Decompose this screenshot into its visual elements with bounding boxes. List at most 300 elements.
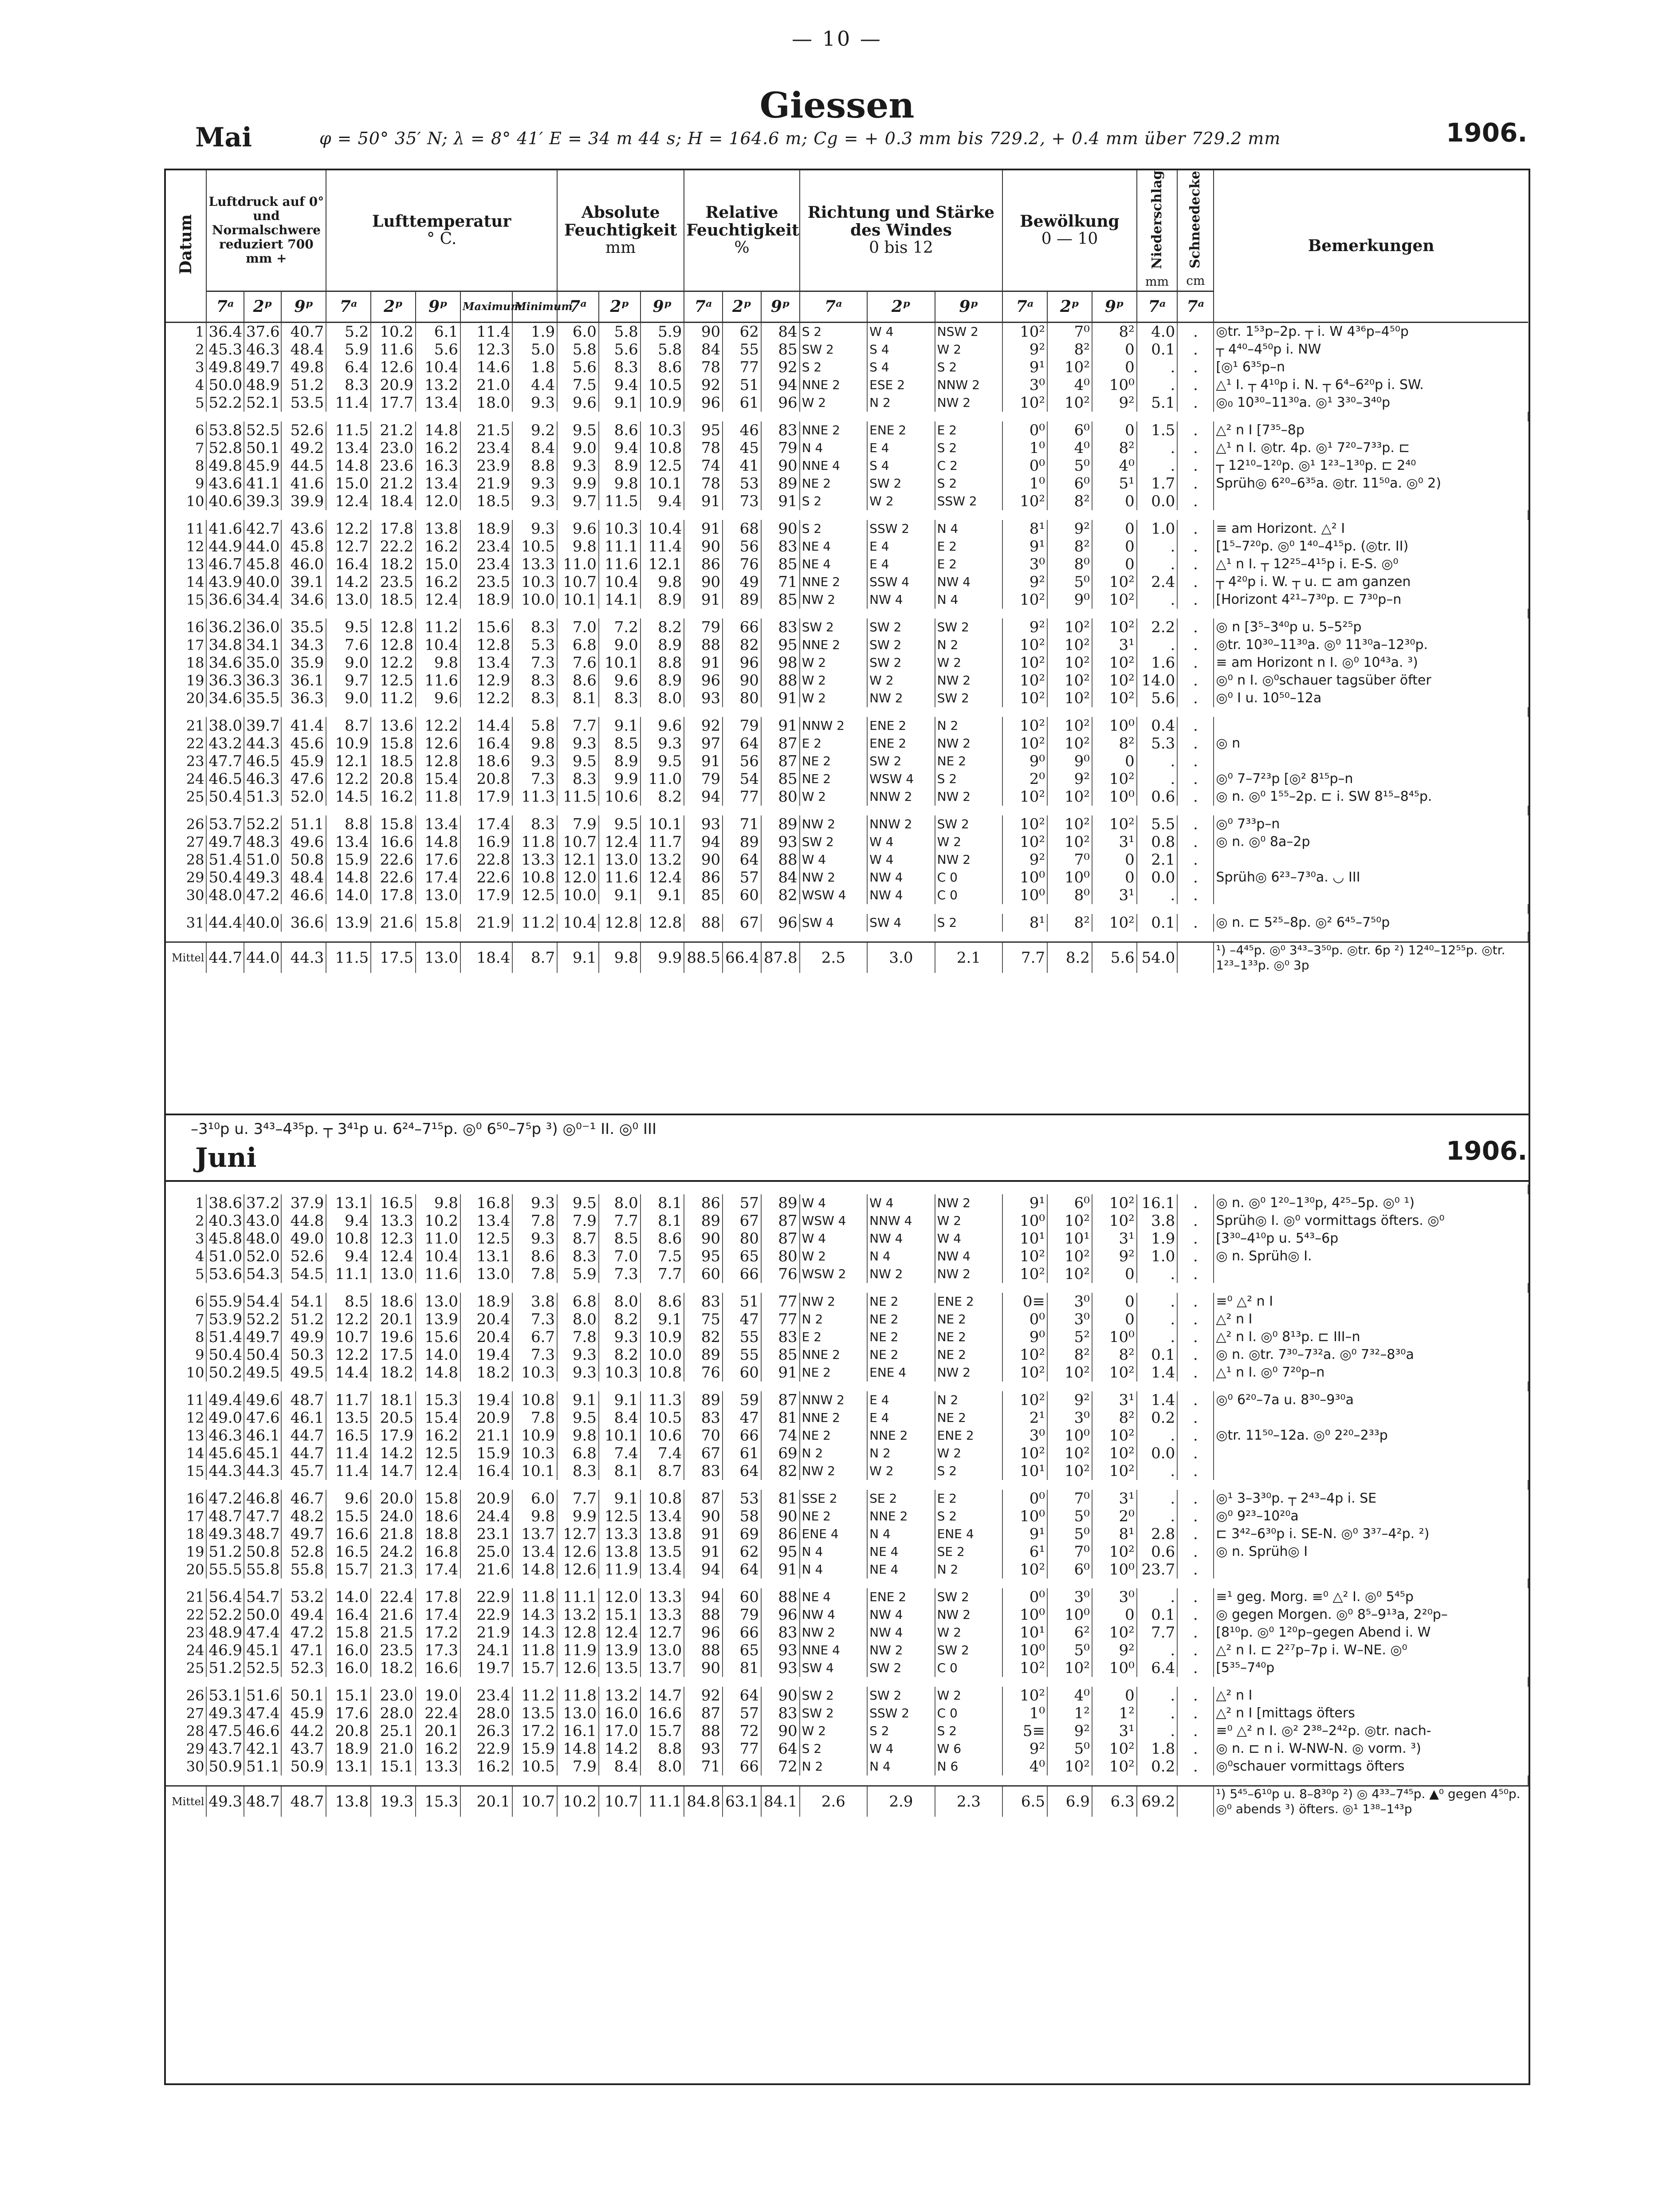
pressure-7a-cell: 53.8 <box>206 421 244 439</box>
abs-hum-7a-cell: 9.9 <box>557 1507 599 1525</box>
temp-7a-cell: 11.7 <box>326 1391 371 1409</box>
abs-hum-9p-mean-cell: 11.1 <box>641 1786 684 1817</box>
pressure-9p-cell: 52.8 <box>281 1543 326 1561</box>
abs-hum-7a-cell: 10.7 <box>557 573 599 591</box>
pressure-7a-cell: 52.2 <box>206 394 244 412</box>
rel-hum-9p-cell: 83 <box>761 538 800 555</box>
abs-hum-9p-cell: 10.6 <box>641 1427 684 1444</box>
wind-2p-cell: NE 2 <box>867 1328 935 1346</box>
cloud-9p-cell: 8² <box>1092 1409 1137 1427</box>
rel-hum-2p-cell: 82 <box>723 636 761 654</box>
temp-9p-mean-cell: 13.0 <box>416 942 460 973</box>
cloud-9p-cell: 0 <box>1092 358 1137 376</box>
wind-9p-cell: C 0 <box>935 869 1003 886</box>
temp-2p-cell: 20.1 <box>371 1311 416 1328</box>
precipitation-mean-cell: 69.2 <box>1137 1786 1177 1817</box>
pressure-7a-cell: 44.4 <box>206 914 244 932</box>
wind-9p-cell: S 2 <box>935 358 1003 376</box>
rel-hum-7a-cell: 91 <box>684 1543 723 1561</box>
rel-hum-7a-cell: 93 <box>684 815 723 833</box>
pressure-9p-cell: 51.1 <box>281 815 326 833</box>
precipitation-cell: 0.0 <box>1137 1444 1177 1462</box>
wind-9p-cell: NE 2 <box>935 1328 1002 1346</box>
cloud-7a-cell: 9⁰ <box>1002 752 1047 770</box>
abs-hum-7a-cell: 9.3 <box>557 1364 599 1382</box>
wind-2p-cell: NNE 2 <box>867 1507 935 1525</box>
rel-hum-7a-cell: 93 <box>684 1740 723 1758</box>
table-row <box>166 1346 1528 1364</box>
day-cell: 7 <box>166 1311 206 1328</box>
abs-hum-2p-cell: 9.1 <box>599 717 641 735</box>
pressure-7a-cell: 49.3 <box>206 1525 244 1543</box>
wind-2p-cell: NE 2 <box>867 1293 935 1311</box>
precipitation-cell: . <box>1137 886 1177 904</box>
rel-hum-7a-cell: 93 <box>684 689 723 707</box>
day-cell: 2 <box>166 341 206 358</box>
temp-max-cell: 19.7 <box>460 1659 512 1677</box>
cloud-9p-cell: 10² <box>1092 1462 1137 1480</box>
rel-hum-9p-cell: 90 <box>761 1722 800 1740</box>
wind-7a-cell: N 4 <box>800 1561 867 1578</box>
temp-7a-cell: 14.4 <box>326 1364 371 1382</box>
rel-hum-9p-cell: 74 <box>761 1427 800 1444</box>
temp-max-cell: 16.2 <box>460 1758 512 1775</box>
temp-min-cell: 8.3 <box>512 689 557 707</box>
precipitation-cell: 1.6 <box>1137 654 1177 672</box>
temp-9p-cell: 11.0 <box>416 1230 460 1248</box>
wind-2p-cell: W 4 <box>867 851 935 869</box>
abs-hum-2p-cell: 8.4 <box>599 1758 641 1775</box>
temp-7a-cell: 12.4 <box>326 492 371 510</box>
temp-7a-cell: 16.5 <box>326 1543 371 1561</box>
rel-hum-2p-cell: 54 <box>723 770 761 788</box>
remarks-cell: [3³⁰–4¹⁰p u. 5⁴³–6p <box>1216 1231 1339 1246</box>
remarks-cell: ◎ n. Sprüh◎ I. <box>1216 1248 1312 1264</box>
table-row <box>166 322 1528 341</box>
pressure-7a-cell: 49.8 <box>206 457 244 475</box>
remarks-cell <box>1214 752 1528 770</box>
abs-hum-2p-cell: 13.8 <box>599 1543 641 1561</box>
abs-hum-9p-cell: 13.8 <box>641 1525 684 1543</box>
remarks-cell: ≡ am Horizont. △² I <box>1216 520 1345 536</box>
cloud-7a-cell: 10² <box>1002 1346 1047 1364</box>
abs-hum-9p-cell: 7.4 <box>641 1444 684 1462</box>
cloud-7a-cell: 3⁰ <box>1002 376 1047 394</box>
pressure-9p-cell: 47.2 <box>281 1624 326 1641</box>
temp-min-cell: 8.3 <box>512 672 557 689</box>
wind-9p-cell: N 4 <box>935 520 1003 538</box>
rel-hum-9p-cell: 88 <box>761 1588 800 1606</box>
pressure-7a-mean-cell: 44.7 <box>206 942 244 973</box>
pressure-9p-cell: 43.7 <box>281 1740 326 1758</box>
pressure-7a-cell: 34.6 <box>206 689 244 707</box>
abs-hum-2p-cell: 9.6 <box>599 672 641 689</box>
cloud-9p-cell: 0 <box>1092 1265 1137 1283</box>
wind-2p-cell: NNE 2 <box>867 1427 935 1444</box>
pressure-7a-cell: 45.8 <box>206 1230 244 1248</box>
cloud-9p-cell: 10⁰ <box>1092 1328 1137 1346</box>
temp-7a-cell: 9.4 <box>326 1248 371 1265</box>
sub-t2: 2ᵖ <box>867 291 935 322</box>
snow-cover-cell: . <box>1177 1543 1214 1561</box>
rel-hum-2p-cell: 46 <box>723 421 761 439</box>
pressure-7a-cell: 47.7 <box>206 752 244 770</box>
precipitation-cell: . <box>1137 1427 1177 1444</box>
cloud-2p-cell: 5² <box>1047 1328 1092 1346</box>
wind-7a-cell: NW 2 <box>800 869 867 886</box>
temp-min-cell: 14.3 <box>512 1624 557 1641</box>
cloud-9p-cell: 8² <box>1092 735 1137 752</box>
cloud-7a-cell: 9² <box>1002 573 1047 591</box>
snow-cover-cell: . <box>1177 770 1214 788</box>
precipitation-cell: 6.4 <box>1137 1659 1177 1677</box>
rel-hum-2p-cell: 64 <box>723 851 761 869</box>
abs-hum-7a-cell: 11.5 <box>557 788 599 806</box>
temp-7a-cell: 13.4 <box>326 439 371 457</box>
temp-7a-cell: 7.6 <box>326 636 371 654</box>
temp-min-cell: 10.3 <box>512 1444 557 1462</box>
abs-hum-2p-cell: 12.4 <box>599 1624 641 1641</box>
snow-cover-cell: . <box>1177 591 1214 609</box>
temp-min-cell: 13.5 <box>512 1704 557 1722</box>
pressure-2p-cell: 46.1 <box>244 1427 281 1444</box>
cloud-2p-cell: 10² <box>1047 1758 1092 1775</box>
pressure-9p-cell: 46.7 <box>281 1490 326 1507</box>
day-cell: 10 <box>166 492 206 510</box>
rel-hum-2p-cell: 62 <box>723 1543 761 1561</box>
table-row <box>166 1659 1528 1677</box>
wind-7a-cell: SW 2 <box>800 618 867 636</box>
pressure-9p-mean-cell: 44.3 <box>281 942 326 973</box>
temp-7a-cell: 16.0 <box>326 1641 371 1659</box>
abs-hum-7a-cell: 8.7 <box>557 1230 599 1248</box>
wind-7a-cell: S 2 <box>800 322 867 341</box>
temp-9p-cell: 13.4 <box>416 394 460 412</box>
cloud-2p-cell: 6⁰ <box>1047 1194 1092 1212</box>
temp-7a-cell: 14.8 <box>326 457 371 475</box>
abs-hum-9p-cell: 11.4 <box>641 538 684 555</box>
rel-hum-9p-cell: 91 <box>761 1561 800 1578</box>
temp-2p-cell: 22.6 <box>371 869 416 886</box>
abs-hum-9p-cell: 11.0 <box>641 770 684 788</box>
temp-9p-cell: 12.0 <box>416 492 460 510</box>
wind-2p-cell: NW 4 <box>867 1624 935 1641</box>
abs-hum-9p-cell: 8.6 <box>641 358 684 376</box>
abs-hum-7a-cell: 7.6 <box>557 654 599 672</box>
remarks-cell: ≡⁰ △² n I. ◎² 2³⁸–2⁴²p. ◎tr. nach- <box>1216 1723 1431 1739</box>
temp-9p-cell: 15.3 <box>416 1391 460 1409</box>
temp-9p-cell: 15.6 <box>416 1328 460 1346</box>
cloud-9p-cell: 0 <box>1092 1687 1137 1704</box>
abs-hum-2p-cell: 12.8 <box>599 914 641 932</box>
day-cell: 22 <box>166 1606 206 1624</box>
wind-2p-cell: NNW 4 <box>867 1212 935 1230</box>
cloud-2p-cell: 10² <box>1047 717 1092 735</box>
cloud-7a-cell: 10² <box>1002 815 1047 833</box>
precipitation-cell: . <box>1137 1328 1177 1346</box>
rel-hum-9p-cell: 76 <box>761 1265 800 1283</box>
cloud-7a-cell: 10² <box>1002 689 1047 707</box>
pressure-2p-cell: 48.0 <box>244 1230 281 1248</box>
row-gap <box>166 1283 1528 1293</box>
abs-hum-2p-cell: 8.0 <box>599 1194 641 1212</box>
cloud-2p-cell: 5⁰ <box>1047 573 1092 591</box>
temp-max-cell: 23.4 <box>460 555 512 573</box>
abs-hum-2p-cell: 9.9 <box>599 770 641 788</box>
rel-hum-7a-mean-cell: 88.5 <box>684 942 723 973</box>
day-cell: 23 <box>166 752 206 770</box>
temp-2p-cell: 18.6 <box>371 1293 416 1311</box>
precipitation-cell: . <box>1137 1311 1177 1328</box>
wind-9p-cell: NW 2 <box>935 1364 1002 1382</box>
abs-hum-9p-cell: 10.9 <box>641 394 684 412</box>
day-cell: 20 <box>166 1561 206 1578</box>
abs-hum-7a-cell: 12.6 <box>557 1659 599 1677</box>
cloud-9p-cell: 10² <box>1092 689 1137 707</box>
rel-hum-9p-cell: 85 <box>761 1346 800 1364</box>
precipitation-cell: 5.1 <box>1137 394 1177 412</box>
wind-9p-cell: S 2 <box>935 1507 1002 1525</box>
cloud-2p-cell: 7⁰ <box>1047 1543 1092 1561</box>
wind-7a-cell: S 2 <box>800 520 867 538</box>
temp-7a-cell: 13.9 <box>326 914 371 932</box>
rel-hum-2p-cell: 60 <box>723 1588 761 1606</box>
temp-max-cell: 14.6 <box>460 358 512 376</box>
temp-max-cell: 16.4 <box>460 1462 512 1480</box>
precipitation-cell: . <box>1137 555 1177 573</box>
cloud-2p-cell: 8⁰ <box>1047 555 1092 573</box>
sub-t7: 7ᵃ <box>1177 291 1214 322</box>
remarks-cell: Sprüh◎ 6²⁰–6³⁵a. ◎tr. 11⁵⁰a. ◎⁰ 2) <box>1216 475 1442 491</box>
wind-2p-cell: W 4 <box>867 1740 935 1758</box>
rel-hum-7a-cell: 90 <box>684 1659 723 1677</box>
cloud-7a-cell: 10² <box>1002 833 1047 851</box>
abs-hum-9p-cell: 10.3 <box>641 421 684 439</box>
temp-max-cell: 11.4 <box>460 322 512 341</box>
wind-7a-cell: NE 2 <box>800 770 867 788</box>
table-row <box>166 475 1528 492</box>
wind-2p-cell: E 4 <box>867 1391 935 1409</box>
snow-cover-cell: . <box>1177 1561 1214 1578</box>
temp-max-cell: 24.1 <box>460 1641 512 1659</box>
pressure-2p-cell: 46.3 <box>244 341 281 358</box>
abs-hum-9p-cell: 9.1 <box>641 886 684 904</box>
pressure-9p-mean-cell: 48.7 <box>281 1786 326 1817</box>
abs-hum-7a-cell: 9.7 <box>557 492 599 510</box>
remarks-cell: [◎¹ 6³⁵p–n <box>1216 359 1285 375</box>
month-label-juni: Juni <box>195 1142 257 1173</box>
remarks-cell: Sprüh◎ 6²³–7³⁰a. ◡ III <box>1216 869 1360 885</box>
rel-hum-7a-cell: 88 <box>684 1722 723 1740</box>
pressure-7a-cell: 44.9 <box>206 538 244 555</box>
pressure-2p-cell: 50.0 <box>244 1606 281 1624</box>
pressure-2p-cell: 42.1 <box>244 1740 281 1758</box>
table-row <box>166 591 1528 609</box>
pressure-7a-cell: 49.0 <box>206 1409 244 1427</box>
temp-max-cell: 17.4 <box>460 815 512 833</box>
snow-cover-cell: . <box>1177 1525 1214 1543</box>
temp-2p-cell: 25.1 <box>371 1722 416 1740</box>
pressure-9p-cell: 51.2 <box>281 1311 326 1328</box>
remarks-cell: △² n I [7³⁵–8p <box>1216 422 1305 438</box>
temp-min-cell: 9.3 <box>512 1194 557 1212</box>
cloud-7a-cell: 9¹ <box>1002 358 1047 376</box>
cloud-9p-cell: 9² <box>1092 394 1137 412</box>
pressure-7a-cell: 52.2 <box>206 1606 244 1624</box>
cloud-2p-cell: 9² <box>1047 520 1092 538</box>
abs-hum-7a-cell: 9.0 <box>557 439 599 457</box>
temp-min-cell: 9.3 <box>512 520 557 538</box>
snow-cover-cell: . <box>1177 735 1214 752</box>
rel-hum-9p-cell: 93 <box>761 833 800 851</box>
temp-7a-cell: 11.4 <box>326 1462 371 1480</box>
table-row <box>166 394 1528 412</box>
temp-max-cell: 18.0 <box>460 394 512 412</box>
cloud-7a-cell: 9¹ <box>1002 538 1047 555</box>
cloud-2p-cell: 9² <box>1047 770 1092 788</box>
temp-7a-cell: 15.0 <box>326 475 371 492</box>
cloud-9p-cell: 10² <box>1092 1444 1137 1462</box>
temp-9p-cell: 5.6 <box>416 341 460 358</box>
wind-2p-cell: W 4 <box>867 833 935 851</box>
pressure-9p-cell: 47.6 <box>281 770 326 788</box>
pressure-2p-cell: 35.5 <box>244 689 281 707</box>
temp-min-cell: 10.1 <box>512 1462 557 1480</box>
temp-min-cell: 1.8 <box>512 358 557 376</box>
wind-9p-cell: N 2 <box>935 1561 1002 1578</box>
remarks-cell: ≡ am Horizont n I. ◎⁰ 10⁴³a. ³) <box>1216 654 1418 670</box>
wind-7a-cell: SW 2 <box>800 1704 867 1722</box>
temp-max-cell: 20.8 <box>460 770 512 788</box>
temp-7a-cell: 13.1 <box>326 1758 371 1775</box>
rel-hum-7a-cell: 86 <box>684 555 723 573</box>
temp-min-cell: 14.8 <box>512 1561 557 1578</box>
abs-hum-7a-cell: 7.9 <box>557 1758 599 1775</box>
rel-hum-2p-cell: 65 <box>723 1641 761 1659</box>
row-gap <box>166 412 1528 421</box>
pressure-9p-cell: 36.6 <box>281 914 326 932</box>
table-row <box>166 735 1528 752</box>
wind-9p-cell: S 2 <box>935 914 1003 932</box>
pressure-2p-cell: 41.1 <box>244 475 281 492</box>
weather-table-juni <box>166 1185 1529 1817</box>
page-number: — 10 — <box>792 27 882 51</box>
precipitation-cell: 0.2 <box>1137 1758 1177 1775</box>
wind-7a-cell: NW 2 <box>800 591 867 609</box>
abs-hum-2p-cell: 7.0 <box>599 1248 641 1265</box>
pressure-9p-cell: 50.9 <box>281 1758 326 1775</box>
pressure-7a-cell: 43.2 <box>206 735 244 752</box>
temp-9p-cell: 15.8 <box>416 1490 460 1507</box>
wind-2p-cell: E 4 <box>867 538 935 555</box>
rel-hum-9p-cell: 90 <box>761 1507 800 1525</box>
wind-7a-cell: NW 4 <box>800 1606 867 1624</box>
temp-min-cell: 13.3 <box>512 555 557 573</box>
snow-cover-cell: . <box>1177 1641 1214 1659</box>
pressure-7a-cell: 47.2 <box>206 1490 244 1507</box>
header-lufttemperatur: Lufttemperatur ° C. <box>326 170 557 291</box>
temp-9p-cell: 17.4 <box>416 869 460 886</box>
cloud-9p-cell: 9² <box>1092 1248 1137 1265</box>
cloud-9p-cell: 0 <box>1092 869 1137 886</box>
cloud-9p-cell: 1² <box>1092 1704 1137 1722</box>
wind-2p-cell: W 4 <box>867 322 935 341</box>
temp-7a-cell: 8.7 <box>326 717 371 735</box>
temp-7a-cell: 20.8 <box>326 1722 371 1740</box>
pressure-9p-cell: 49.7 <box>281 1525 326 1543</box>
cloud-2p-cell: 5⁰ <box>1047 1641 1092 1659</box>
rel-hum-9p-cell: 91 <box>761 492 800 510</box>
snow-cover-cell: . <box>1177 672 1214 689</box>
pressure-7a-cell: 45.6 <box>206 1444 244 1462</box>
cloud-7a-cell: 9² <box>1002 618 1047 636</box>
temp-max-cell: 22.9 <box>460 1740 512 1758</box>
pressure-2p-cell: 52.5 <box>244 1659 281 1677</box>
temp-7a-cell: 12.1 <box>326 752 371 770</box>
precipitation-cell: 0.1 <box>1137 1346 1177 1364</box>
rel-hum-7a-cell: 88 <box>684 914 723 932</box>
abs-hum-9p-cell: 10.1 <box>641 475 684 492</box>
row-gap <box>166 1382 1528 1391</box>
remarks-cell: △² n I. ◎⁰ 8¹³p. ⊏ III–n <box>1216 1329 1360 1345</box>
wind-7a-cell: WSW 4 <box>800 1212 867 1230</box>
rel-hum-9p-cell: 87 <box>761 1391 800 1409</box>
temp-2p-cell: 21.0 <box>371 1740 416 1758</box>
year-label-juni: 1906. <box>1446 1136 1528 1166</box>
pressure-2p-cell: 48.9 <box>244 376 281 394</box>
rel-hum-7a-cell: 95 <box>684 421 723 439</box>
table-row <box>166 914 1528 932</box>
precipitation-cell: . <box>1137 770 1177 788</box>
abs-hum-2p-cell: 5.8 <box>599 322 641 341</box>
temp-9p-cell: 17.4 <box>416 1606 460 1624</box>
abs-hum-7a-cell: 9.3 <box>557 735 599 752</box>
pressure-2p-cell: 50.1 <box>244 439 281 457</box>
temp-2p-cell: 23.0 <box>371 1687 416 1704</box>
pressure-2p-cell: 51.0 <box>244 851 281 869</box>
rel-hum-7a-cell: 79 <box>684 618 723 636</box>
cloud-7a-cell: 10² <box>1002 735 1047 752</box>
temp-min-cell: 9.8 <box>512 1507 557 1525</box>
precipitation-cell: . <box>1137 439 1177 457</box>
pressure-2p-cell: 46.6 <box>244 1722 281 1740</box>
abs-hum-2p-mean-cell: 10.7 <box>599 1786 641 1817</box>
wind-2p-cell: NW 2 <box>867 1641 935 1659</box>
temp-9p-cell: 10.2 <box>416 1212 460 1230</box>
remarks-cell <box>1214 1444 1528 1462</box>
pressure-7a-cell: 34.6 <box>206 654 244 672</box>
cloud-7a-mean-cell: 7.7 <box>1002 942 1047 973</box>
temp-9p-cell: 16.6 <box>416 1659 460 1677</box>
remarks-cell: ≡¹ geg. Morg. ≡⁰ △² I. ◎⁰ 5⁴⁵p <box>1216 1589 1414 1605</box>
abs-hum-7a-cell: 6.8 <box>557 1444 599 1462</box>
remarks-cell: ◎tr. 1⁵³p–2p. ┬ i. W 4³⁶p–4⁵⁰p <box>1216 323 1409 339</box>
wind-2p-cell: WSW 4 <box>867 770 935 788</box>
temp-min-mean-cell: 10.7 <box>512 1786 557 1817</box>
temp-9p-cell: 17.4 <box>416 1561 460 1578</box>
rel-hum-7a-cell: 94 <box>684 1561 723 1578</box>
temp-min-cell: 11.3 <box>512 788 557 806</box>
cloud-7a-cell: 10² <box>1002 1265 1047 1283</box>
cloud-9p-cell: 10⁰ <box>1092 376 1137 394</box>
precipitation-cell: 14.0 <box>1137 672 1177 689</box>
abs-hum-7a-cell: 9.5 <box>557 752 599 770</box>
abs-hum-9p-cell: 7.7 <box>641 1265 684 1283</box>
temp-7a-cell: 15.9 <box>326 851 371 869</box>
table-row <box>166 689 1528 707</box>
abs-hum-9p-cell: 8.1 <box>641 1212 684 1230</box>
temp-2p-cell: 12.8 <box>371 618 416 636</box>
